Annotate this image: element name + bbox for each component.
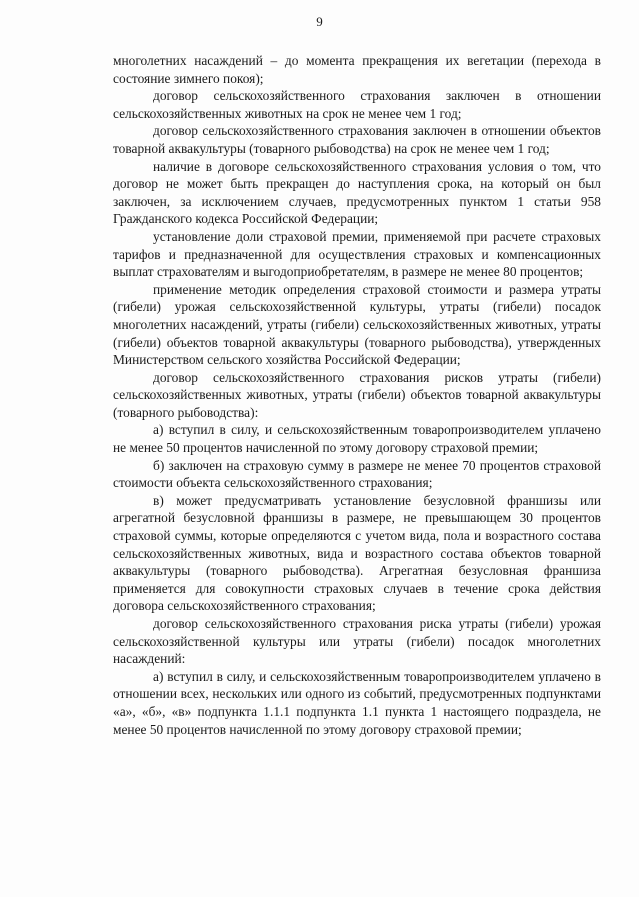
paragraph: договор сельскохозяйственного страхования заключен в отношении объектов товарной аквакультуры (товарного рыбоводства) на срок не менее чем 1 год; — [113, 123, 601, 156]
paragraph: а) вступил в силу, и сельскохозяйственным товаропроизводителем уплачено в отношении всех, нескольких или одного из событий, предусмотренных подпунктами «а», «б», «в» подпункта 1.1.1 подпункта 1.1 пункта 1 настоящего подраздела, не менее 50 процентов начисленной по этому договору страховой премии; — [113, 668, 601, 737]
paragraph: в) может предусматривать установление безусловной франшизы или агрегатной безусловной франшизы в размере, не превышающем 30 процентов страховой суммы, которые определяются с учетом вида, пола и возрастного состава сельскохозяйственных животных, вида и возрастного состава объектов товарной аквакультуры (товарного рыбоводства). Агрегатная безусловная франшиза применяется для совокупности страховых случаев в течение срока действия договора сельскохозяйственного страхования; — [113, 492, 601, 614]
paragraph: договор сельскохозяйственного страхования заключен в отношении сельскохозяйственных животных на срок не менее чем 1 год; — [113, 88, 601, 121]
paragraph: б) заключен на страховую сумму в размере не менее 70 процентов страховой стоимости объекта сельскохозяйственного страхования; — [113, 457, 601, 491]
paragraph: договор сельскохозяйственного страхования рисков утраты (гибели) сельскохозяйственных животных, утраты (гибели) объектов товарной аквакультуры (товарного рыбоводства): — [113, 369, 601, 420]
paragraph: установление доли страховой премии, применяемой при расчете страховых тарифов и предназначенной для осуществления страховых и компенсационных выплат страхователям и выгодоприобретателям, в размере не менее 80 процентов; — [113, 228, 601, 280]
paragraph: применение методик определения страховой стоимости и размера утраты (гибели) урожая сельскохозяйственной культуры, утраты (гибели) посадок многолетних насаждений, утраты (гибели) сельскохозяйственных животных, утраты (гибели) объектов товарной аквакультуры (товарного рыбоводства), утвержденных Министерством сельского хозяйства Российской Федерации; — [113, 281, 601, 368]
paragraph: многолетних насаждений – до момента прекращения их вегетации (перехода в состояние зимнего покоя); — [113, 53, 601, 86]
paragraph: наличие в договоре сельскохозяйственного страхования условия о том, что договор не может быть прекращен до наступления срока, на который он был заключен, за исключением случаев, предусмотренных пунктом 1 статьи 958 Гражданского кодекса Российской Федерации; — [113, 158, 601, 227]
paragraph: а) вступил в силу, и сельскохозяйственным товаропроизводителем уплачено не менее 50 процентов начисленной по этому договору страховой премии; — [113, 422, 601, 456]
page-number: 9 — [316, 14, 323, 29]
body-text — [113, 52, 601, 738]
paragraph: договор сельскохозяйственного страхования риска утраты (гибели) урожая сельскохозяйственной культуры или утраты (гибели) посадок многолетних насаждений: — [113, 616, 601, 667]
